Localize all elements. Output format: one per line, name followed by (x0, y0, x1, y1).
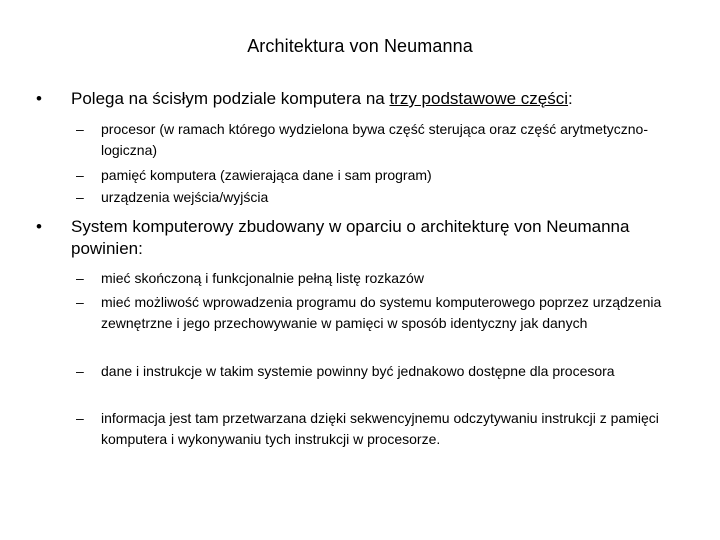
sub-dash: – (76, 167, 84, 183)
sub-text: mieć skończoną i funkcjonalnie pełną listę rozkazów (101, 270, 424, 286)
sub-item (76, 119, 666, 161)
term: pamięć komputera (101, 167, 217, 183)
bullet-text-part: System komputerowy zbudowany w oparciu o architekturę von Neumanna powinien (71, 217, 630, 258)
sub-item (76, 361, 666, 382)
sub-dash: – (76, 294, 84, 310)
sub-text-part: (w ramach którego wydzielona bywa (155, 121, 389, 137)
bullet-item (36, 216, 676, 260)
sub-item (76, 165, 666, 186)
slide-title: Architektura von Neumanna (247, 36, 473, 56)
sub-text: mieć możliwość wprowadzenia programu do systemu komputerowego poprzez urządzenia zewnętrzne i jego przechowywanie w pamięci w sposób identyczny jak danych (101, 294, 662, 331)
sub-item (76, 268, 666, 289)
bullet-marker: • (36, 89, 42, 108)
sub-text: dane i instrukcje w takim systemie powinny być jednakowo dostępne dla procesora (101, 363, 615, 379)
sub-dash: – (76, 189, 84, 205)
sub-text-part: oraz część arytmetyczno-logiczna) (101, 121, 648, 158)
bullet-text (71, 88, 676, 110)
term: urządzenia wejścia/wyjścia (101, 189, 269, 205)
bullet-item (36, 88, 676, 110)
sub-text (101, 119, 666, 161)
sub-item (76, 292, 666, 334)
sub-dash: – (76, 121, 84, 137)
bullet-marker: • (36, 217, 42, 236)
term: część sterująca (388, 121, 486, 137)
sub-dash: – (76, 363, 84, 379)
sub-text: informacja jest tam przetwarzana dzięki sekwencyjnemu odczytywaniu instrukcji z pamięci komputera i wykonywaniu tych instrukcji w procesorze. (101, 410, 659, 447)
sub-text-part: (zawierająca dane i sam program) (216, 167, 432, 183)
sub-item (76, 187, 666, 208)
bullet-text (71, 216, 676, 260)
underlined-phrase: trzy podstawowe części (389, 89, 569, 108)
sub-text (101, 187, 666, 208)
term: procesor (101, 121, 156, 137)
bullet-text-part: : (568, 89, 573, 108)
sub-text (101, 165, 666, 186)
sub-item (76, 408, 666, 450)
bullet-text-part: : (138, 239, 143, 258)
bullet-text-part: Polega na ścisłym podziale komputera na (71, 89, 390, 108)
sub-dash: – (76, 270, 84, 286)
sub-dash: – (76, 410, 84, 426)
